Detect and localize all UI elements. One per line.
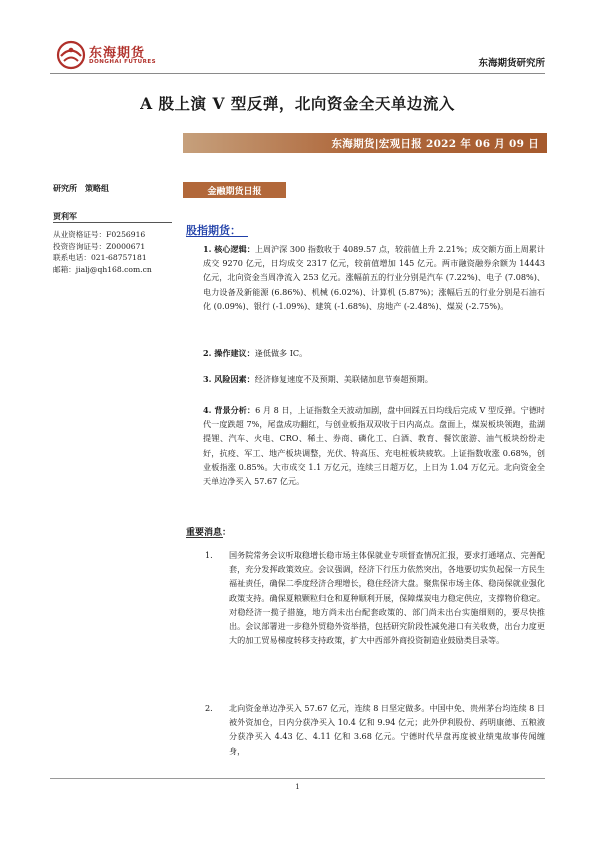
news-item-number: 1.: [205, 550, 213, 560]
company-logo: [56, 40, 156, 70]
credential-line: 邮箱：jialj@qh168.com.cn: [53, 264, 152, 274]
donghai-logo-icon: [56, 40, 86, 70]
header-institute: 东海期货研究所: [478, 58, 545, 69]
paragraph-body: 上周沪深 300 指数收于 4089.57 点，较前值上升 2.21%；成交额方面上周累计成交 9270 亿元，日均成交 2317 亿元，较前值增加 145 亿元。两市融资融券余额为 14443 亿元，北向资金当周净流入 253 亿元。涨幅前五的行业分别是汽车 (7.22%)、电子 (7.08%)、电力设备及新能源 (6.86%)、机械 (6.02%)、计算机 (5.87%)；涨幅后五的行业分别是石油石化 (0.09%)、银行 (-1.09%)、建筑 (-1.68%)、房地产 (-2.48%)、煤炭 (-2.75%)。: [203, 244, 545, 311]
header-divider: [50, 73, 545, 74]
research-group: 研究所 策略组: [53, 183, 109, 193]
paragraph-heading: 2. 操作建议：: [203, 348, 255, 358]
news-item-text: 国务院常务会议听取稳增长稳市场主体保就业专项督查情况汇报，要求打通堵点、完善配套，充分发挥政策效应。会议强调，经济下行压力依然突出，各地要切实负起保一方民生福祉责任，确保二季度经济合理增长，稳住经济大盘。聚焦保市场主体、稳岗保就业强化政策支持。确保夏粮颗粒归仓和夏种顺利开展，保障煤炭电力稳定供应，支撑物价稳定。对稳经济一揽子措施，地方尚未出台配套政策的、部门尚未出台实施细则的，要尽快推出。会议部署进一步稳外贸稳外资举措，包括研究阶段性减免港口有关收费，出台力度更大的加工贸易梯度转移支持政策，扩大中西部外商投资制造业鼓励类目录等。: [229, 550, 545, 646]
paragraph-body: 逢低做多 IC。: [254, 348, 308, 358]
section-label-box: [183, 182, 286, 198]
paragraph-body: 6 月 8 日，上证指数全天波动加剧，盘中回踩五日均线后完成 V 型反弹。宁德时代一度跌超 7%，尾盘成功翻红，与创业板指双双收于日内高点。盘面上，煤炭板块领跑，盐湖提锂、汽车、火电、CRO、稀土、券商、磷化工、白酒、教育、餐饮旅游、油气板块纷纷走好，抗疫、军工、地产板块调整，光伏、特高压、充电桩板块疲软。上证指数收涨 0.68%，创业板指涨 0.85%。大市成交 1.1 万亿元，连续三日超万亿，上日为 1.04 万亿元。北向资金全天单边净买入 57.67 亿元。: [203, 405, 545, 487]
analyst-name: 贾利军: [53, 211, 77, 221]
paragraph-risk: [203, 372, 545, 386]
paragraph-heading: 3. 风险因素：: [203, 374, 255, 384]
credential-line: 从业资格证号：F0256916: [53, 230, 146, 239]
page-number: 1: [295, 783, 300, 791]
report-title: A 股上演 V 型反弹，北向资金全天单边流入: [140, 94, 455, 113]
logo-chinese-name: 东海期货: [89, 46, 146, 61]
news-item-text: 北向资金单边净买入 57.67 亿元，连续 8 日坚定做多。中国中免、贵州茅台均连续 8 日被外资加仓，日内分获净买入 10.4 亿和 9.94 亿元；此外伊利股份、药明康德、五粮液分获净买入 4.43 亿、4.11 亿和 3.68 亿元。宁德时代早盘再度被业绩鬼故事传闻缠身，: [229, 703, 546, 756]
logo-english-name: DONGHAI FUTURES: [89, 59, 157, 65]
news-item-number: 2.: [205, 703, 213, 713]
news-heading-underline: [186, 537, 223, 538]
report-banner: [183, 133, 547, 153]
analyst-credentials: [53, 229, 152, 275]
credential-line: 联系电话：021-68757181: [53, 253, 147, 263]
paragraph-suggestion: [203, 346, 545, 360]
paragraph-heading: 4. 背景分析：: [203, 405, 256, 415]
footer-divider: [50, 778, 545, 779]
banner-text: 东海期货|宏观日报 2022 年 06 月 09 日: [331, 138, 539, 150]
paragraph-core-logic: [203, 242, 545, 313]
paragraph-background: [203, 403, 545, 488]
section-label: 金融期货日报: [207, 187, 262, 197]
paragraph-heading: 1. 核心逻辑：: [203, 244, 255, 254]
credential-line: 投资咨询证号：Z0000671: [53, 241, 146, 251]
subsection-title: 股指期货：: [186, 224, 241, 237]
news-heading: 重要消息：: [186, 528, 232, 538]
analyst-divider: [53, 222, 172, 223]
paragraph-body: 经济修复速度不及预期、美联储加息节奏超预期。: [254, 374, 433, 384]
subsection-underline: [186, 236, 248, 237]
